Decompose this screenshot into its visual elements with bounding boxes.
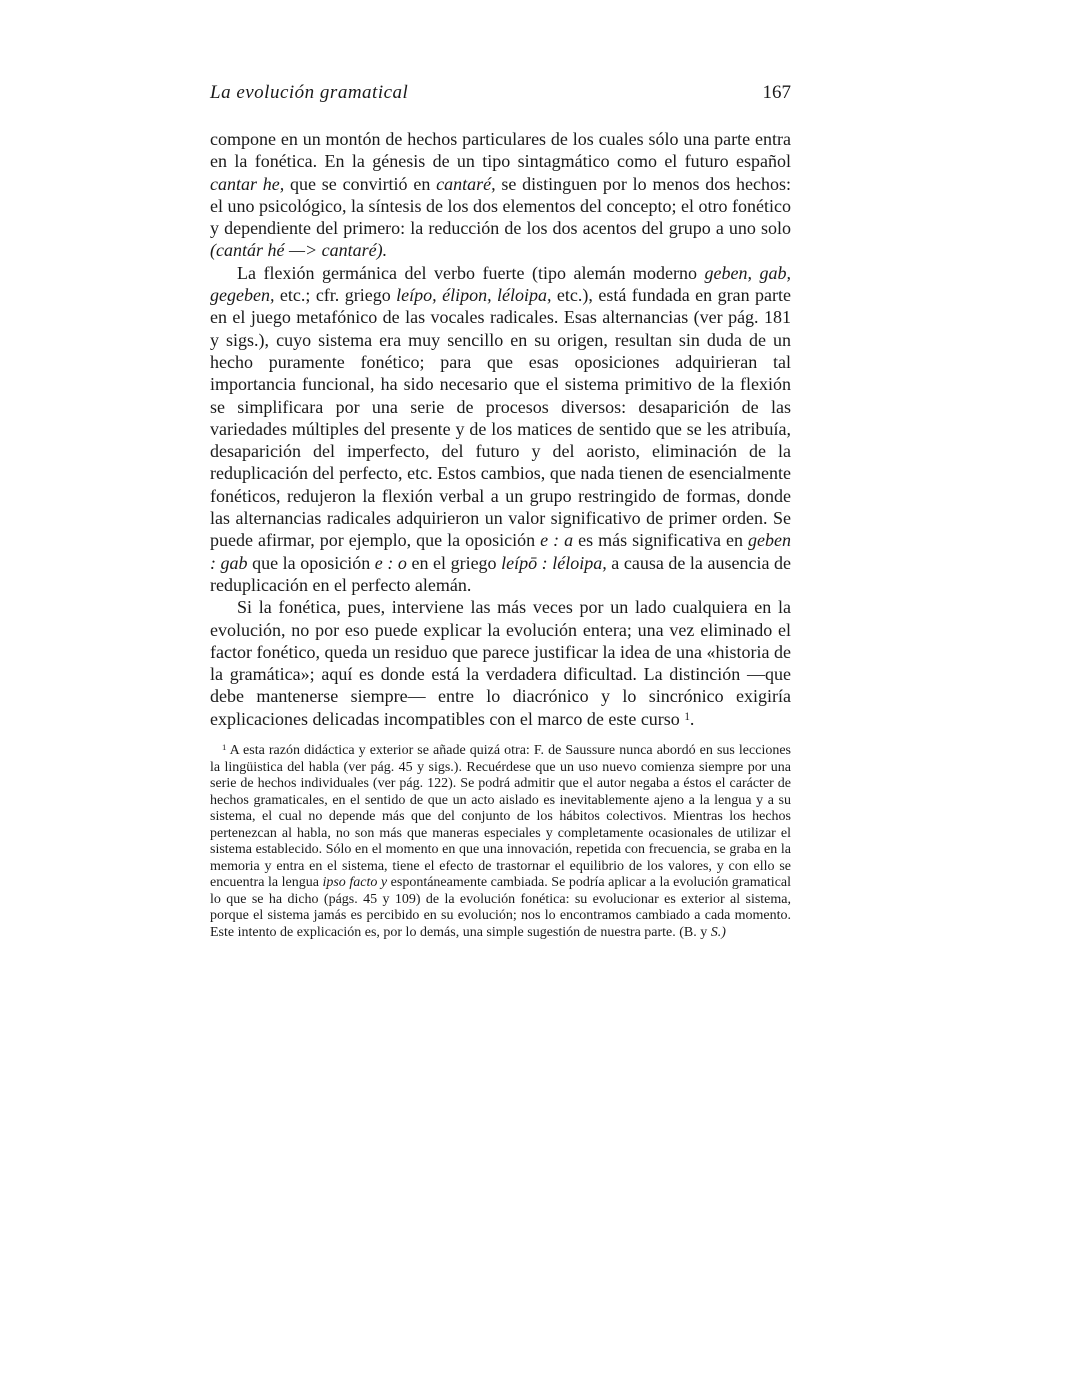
text-run: que se convirtió en [284,173,437,194]
body-text [210,128,791,730]
italic-run: e : o [374,552,407,573]
text-run: se distinguen por lo menos dos hechos: el uno psicológico, la síntesis de los dos elementos del concepto; el otro fonético y dependiente del primero: la reducción de los dos acentos del grupo a uno solo [210,173,791,239]
page-content [210,82,791,941]
text-run: etc.; cfr. griego [274,285,397,306]
italic-run: geben : gab [210,530,792,573]
superscript-note-marker: 1 [684,710,690,723]
text-run: que la oposición [247,552,375,573]
text-run: a causa de la ausencia de reduplicación en el perfecto alemán. [210,552,791,595]
text-run: La flexión germánica del verbo fuerte (tipo alemán moderno [237,262,705,283]
superscript-note-marker: 1 [222,742,227,753]
italic-run: (cantár hé —> cantaré). [210,240,388,261]
page-number: 167 [762,82,791,103]
text-run: A esta razón didáctica y exterior se añade quizá otra: F. de Saussure nunca abordó en sus lecciones la lingüistica del habla (ver pág. 45 y sigs.). Recuérdese que un uso nuevo comienza siempre por una serie de hechos individuales (ver pág. 122). Se podrá admitir que el autor negaba a éstos el carácter de hechos gramaticales, en el sentido de que un acto aislado es inevitablemente ajeno a la lengua y a su sistema, el cual no depende más que del conjunto de los hábitos colectivos. Mientras los hechos pertenezcan al habla, no son más que maneras especiales y completamente ocasionales de utilizar el sistema establecido. Sólo en el momento en que una innovación, repetida con frecuencia, se graba en la memoria y entra en el sistema, tiene el efecto de trastornar el equilibrio de los valores, y con ello se encuentra la lengua [210,743,791,891]
italic-run: leípo, élipon, léloipa, [396,285,552,306]
italic-run: e : a [540,530,574,551]
running-header-title: La evolución gramatical [210,82,409,103]
running-header [210,82,791,104]
italic-run: cantar he, [210,173,285,194]
text-run: en el griego [406,552,502,573]
text-run: espontáneamente cambiada. Se podría aplicar a la evolución gramatical lo que se ha dicho (págs. 45 y 109) de la evolución fonética: su evolucionar es exterior al sistema, porque el sistema jamás es percibido en su evolución; nos lo encontramos cambiado a cada momento. Este intento de explicación es, por lo demás, una simple sugestión de nuestra parte. (B. y [210,875,792,940]
text-run: . [689,708,695,729]
footnote [210,743,791,941]
italic-run: leípō : léloipa, [501,552,607,573]
text-run: es más significativa en [573,530,749,551]
italic-run: ipso facto y [322,875,388,891]
italic-run: cantaré, [436,173,496,194]
body-paragraph [210,262,791,596]
text-run: Si la fonética, pues, interviene las más veces por un lado cualquiera en la evolución, no por eso puede explicar la evolución entera; una vez eliminado el factor fonético, queda un residuo que parece justificar la idea de una «historia de la gramática»; aquí es donde está la verdadera dificultad. La distinción —que debe mantenerse siempre— entre lo diacrónico y lo sincrónico exigiría explicaciones delicadas incompatibles con el marco de este curso [210,597,791,729]
italic-run: S.) [710,924,726,940]
text-run: etc.), está fundada en gran parte en el juego metafónico de las vocales radicales. Esas alternancias (ver pág. 181 y sigs.), cuyo sistema era muy sencillo en su origen, resultan sin duda de un hecho puramente fonético; para que esas oposiciones adquirieran tal importancia funcional, ha sido necesario que el sistema primitivo de la flexión se simplificara por una serie de procesos diversos: desaparición de las variedades múltiples del presente y de los matices de sentido que se les atribuía, desaparición del imperfecto, del futuro y del aoristo, eliminación de la reduplicación del perfecto, etc. Estos cambios, que nada tienen de esencialmente fonéticos, redujeron la flexión verbal a un grupo restringido de formas, donde las alternancias radicales adquirieron un valor significativo de primer orden. Se puede afirmar, por ejemplo, que la oposición [210,285,791,551]
body-paragraph [210,596,791,730]
italic-run: geben, gab, gegeben, [210,262,791,306]
text-run: compone en un montón de hechos particulares de los cuales sólo una parte entra en la fonética. En la génesis de un tipo sintagmático como el futuro español [210,129,791,172]
body-paragraph [210,128,791,262]
